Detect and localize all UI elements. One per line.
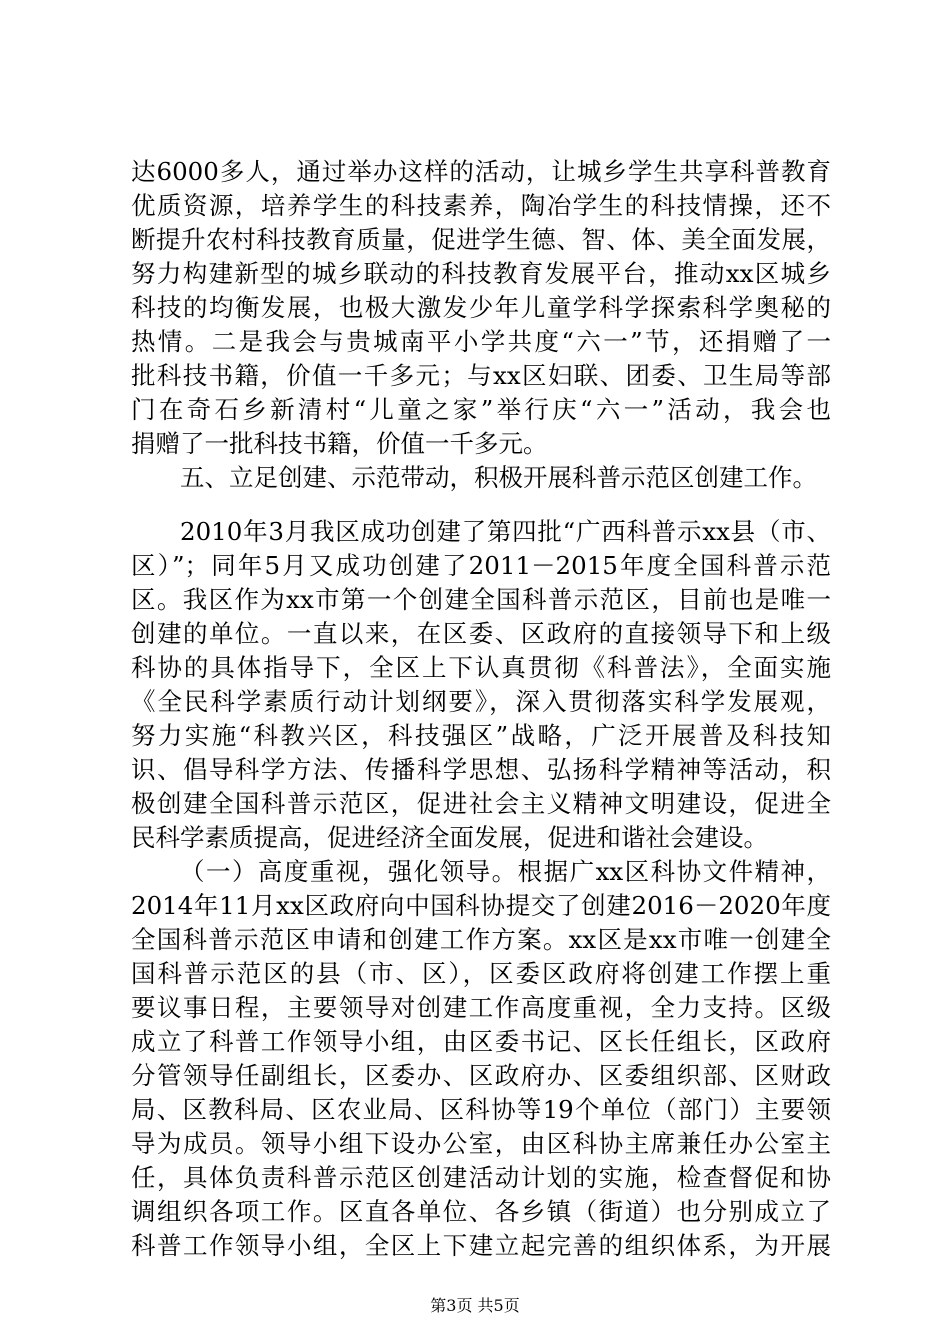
body-line-30: 任，具体负责科普示范区创建活动计划的实施，检查督促和协: [131, 1163, 831, 1192]
body-line-15: 科协的具体指导下，全区上下认真贯彻《科普法》，全面实施: [131, 653, 831, 682]
body-line-14: 创建的单位。一直以来，在区委、区政府的直接领导下和上级: [131, 619, 831, 648]
body-line-12: 区）”；同年5月又成功创建了2011－2015年度全国科普示范: [131, 551, 831, 580]
body-line-18: 识、倡导科学方法、传播科学思想、弘扬科学精神等活动，积: [131, 755, 831, 784]
body-line-29: 导为成员。领导小组下设办公室，由区科协主席兼任办公室主: [131, 1129, 831, 1158]
body-line-26: 成立了科普工作领导小组，由区委书记、区长任组长，区政府: [131, 1027, 831, 1056]
body-line-3: 断提升农村科技教育质量，促进学生德、智、体、美全面发展，: [131, 225, 831, 254]
body-line-19: 极创建全国科普示范区，促进社会主义精神文明建设，促进全: [131, 789, 831, 818]
body-line-1: 达6000多人，通过举办这样的活动，让城乡学生共享科普教育: [131, 157, 831, 186]
body-line-17: 努力实施“科教兴区，科技强区”战略，广泛开展普及科技知: [131, 721, 831, 750]
body-line-16: 《全民科学素质行动计划纲要》，深入贯彻落实科学发展观，: [131, 687, 831, 716]
body-line-20: 民科学素质提高，促进经济全面发展，促进和谐社会建设。: [131, 823, 768, 852]
subsection-heading-line: （一）高度重视，强化领导。根据广xx区科协文件精神，: [180, 857, 831, 886]
body-line-13: 区。我区作为xx市第一个创建全国科普示范区，目前也是唯一: [131, 585, 831, 614]
body-line-9: 捐赠了一批科技书籍，价值一千多元。: [131, 429, 548, 458]
body-line-8: 门在奇石乡新清村“儿童之家”举行庆“六一”活动，我会也: [131, 395, 831, 424]
body-line-25: 要议事日程，主要领导对创建工作高度重视，全力支持。区级: [131, 993, 831, 1022]
body-line-28: 局、区教科局、区农业局、区科协等19个单位（部门）主要领: [131, 1095, 831, 1124]
body-line-23: 全国科普示范区申请和创建工作方案。xx区是xx市唯一创建全: [131, 925, 831, 954]
body-line-7: 批科技书籍，价值一千多元；与xx区妇联、团委、卫生局等部: [131, 361, 831, 390]
body-line-6: 热情。二是我会与贵城南平小学共度“六一”节，还捐赠了一: [131, 327, 831, 356]
body-line-2: 优质资源，培养学生的科技素养，陶冶学生的科技情操，还不: [131, 191, 831, 220]
page-number-footer: 第3页 共5页: [430, 1296, 520, 1315]
body-line-24: 国科普示范区的县（市、区），区委区政府将创建工作摆上重: [131, 959, 831, 988]
body-line-5: 科技的均衡发展，也极大激发少年儿童学科学探索科学奥秘的: [131, 293, 831, 322]
body-line-11: 2010年3月我区成功创建了第四批“广西科普示xx县（市、: [180, 517, 831, 546]
body-line-4: 努力构建新型的城乡联动的科技教育发展平台，推动xx区城乡: [131, 259, 831, 288]
body-line-31: 调组织各项工作。区直各单位、各乡镇（街道）也分别成立了: [131, 1197, 831, 1226]
section-heading: 五、立足创建、示范带动，积极开展科普示范区创建工作。: [180, 463, 817, 492]
body-line-32: 科普工作领导小组，全区上下建立起完善的组织体系，为开展: [131, 1231, 831, 1260]
body-line-22: 2014年11月xx区政府向中国科协提交了创建2016－2020年度: [131, 891, 832, 920]
body-line-27: 分管领导任副组长，区委办、区政府办、区委组织部、区财政: [131, 1061, 831, 1090]
